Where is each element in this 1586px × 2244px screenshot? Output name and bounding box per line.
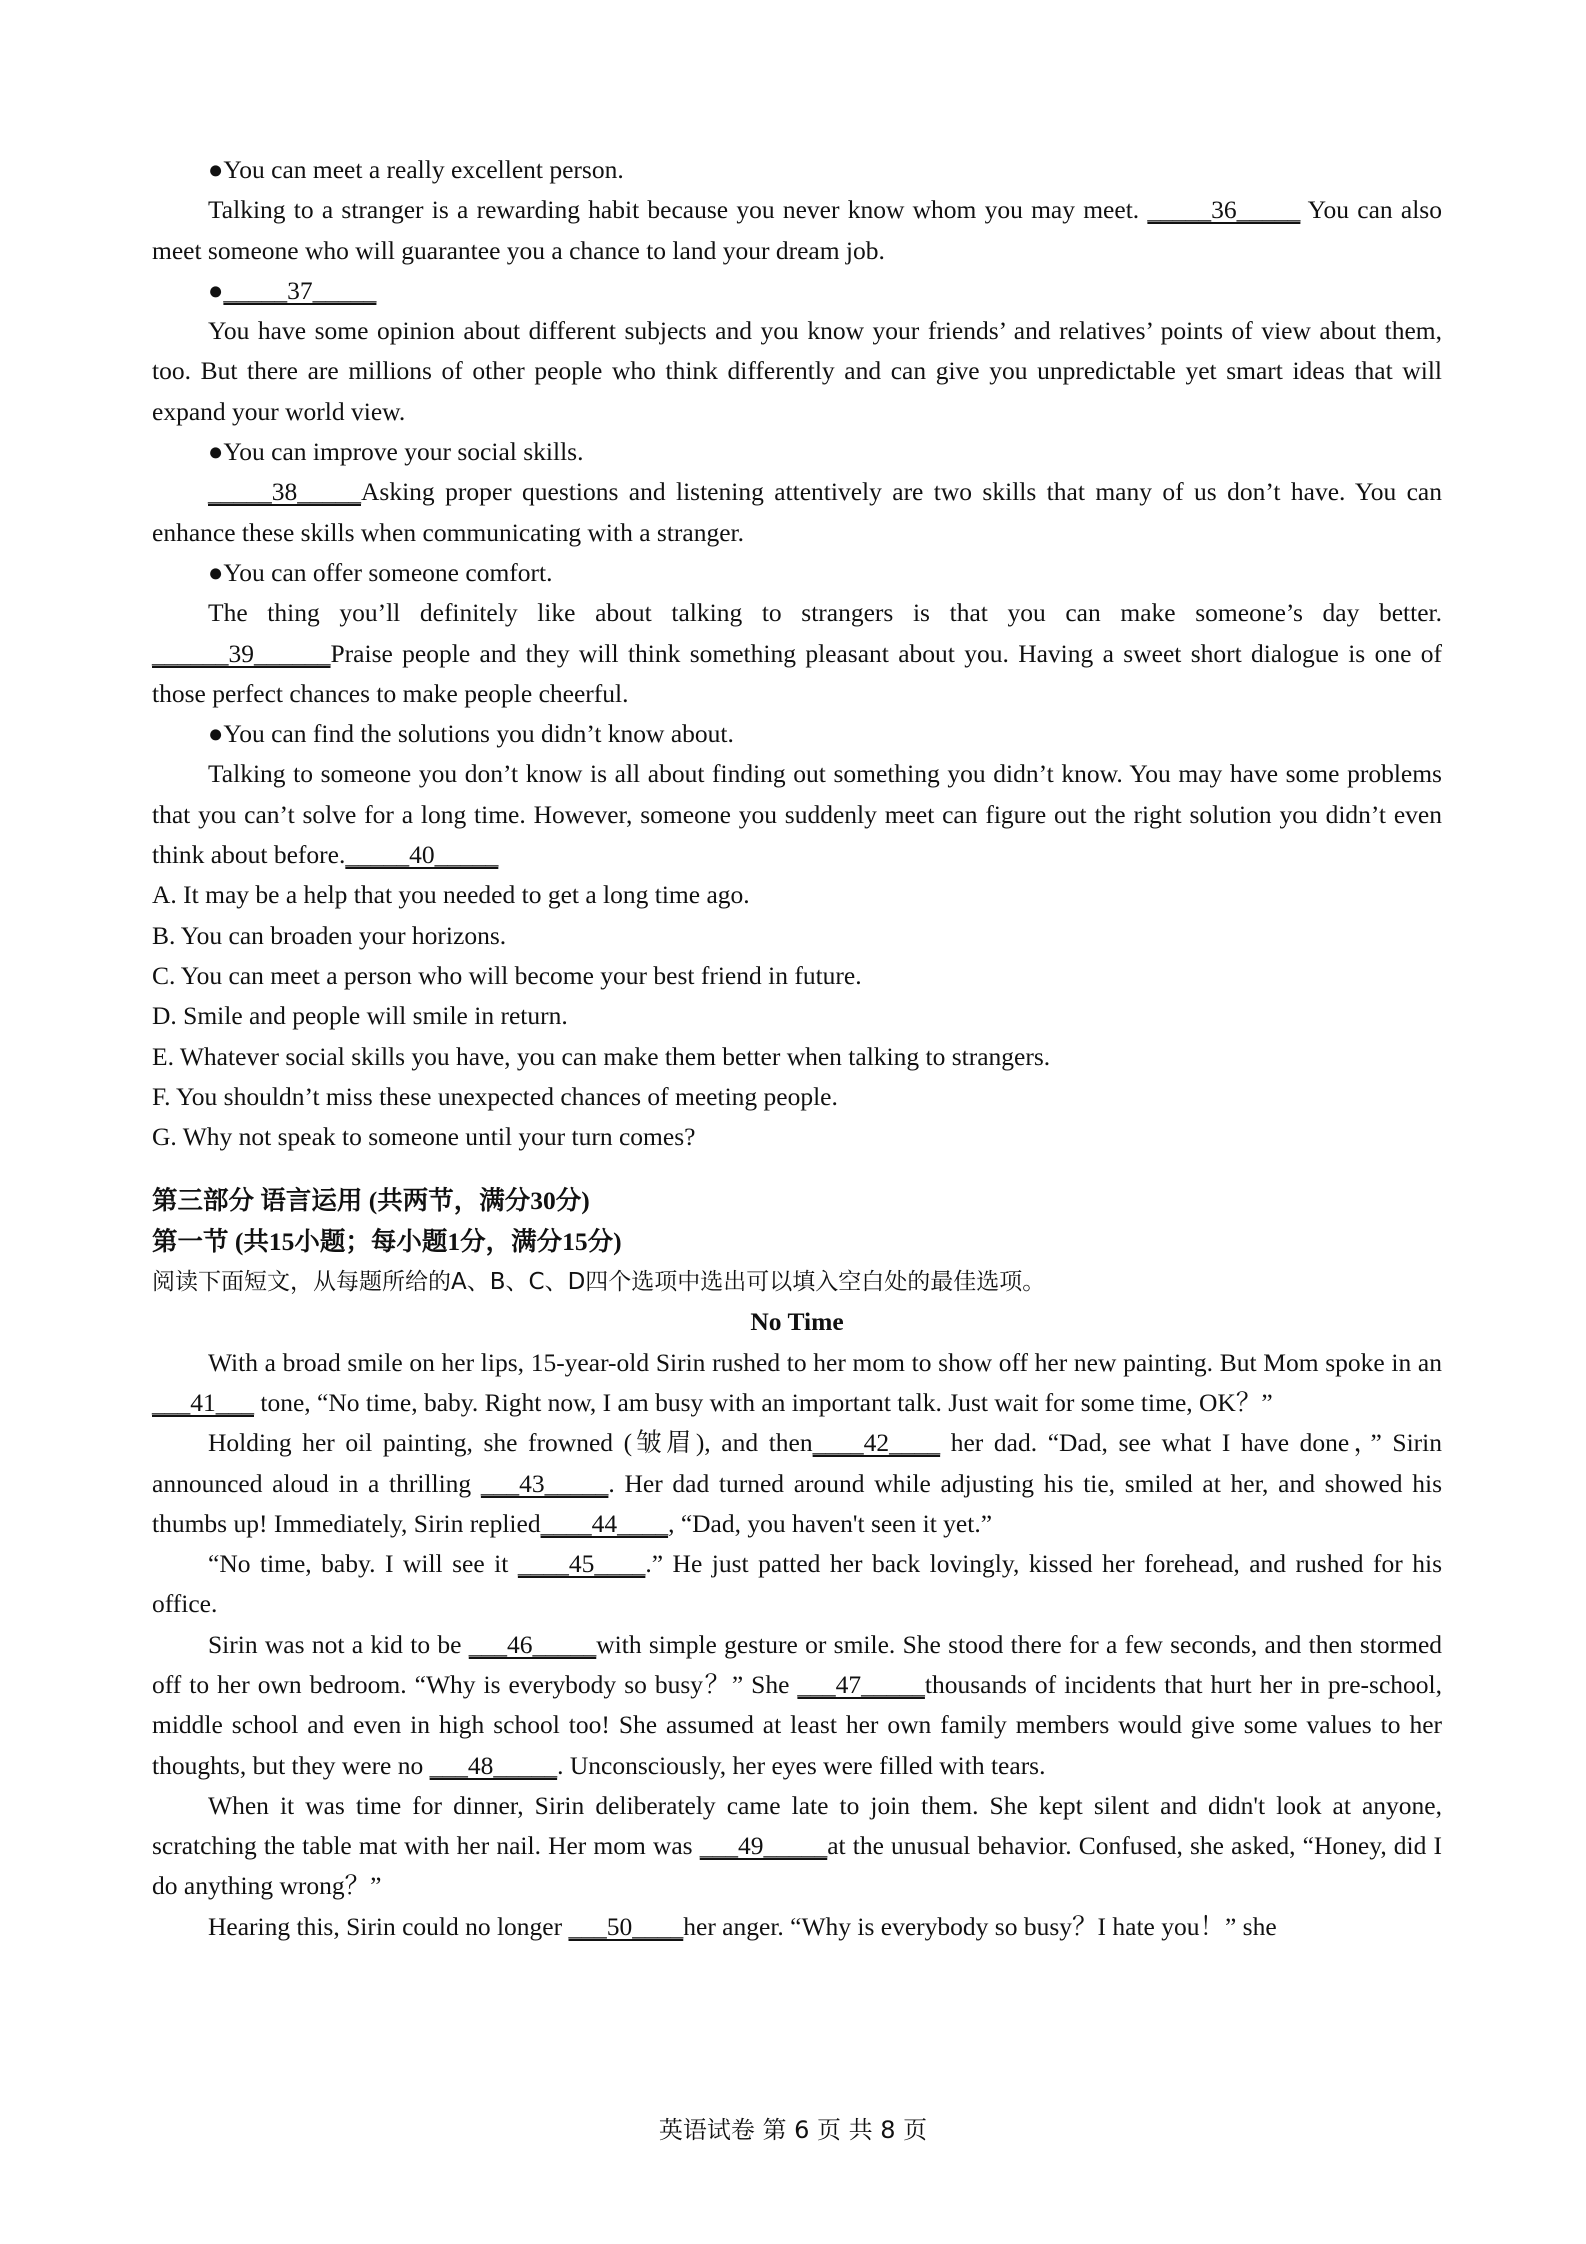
story-paragraph-6: Hearing this, Sirin could no longer ___50____her anger. “Why is everybody so busy？I hate you！” she	[208, 1911, 1277, 1941]
story-paragraph-2: Holding her oil painting, she frowned (皱眉), and then____42____ her dad. “Dad, see what I have done，” Sirin announced aloud in a thrilling ___43_____. Her dad turned around while adjusting his tie, smiled at her, and showed his thumbs up! Immediately, Sirin replied____44____, “Dad, you haven't seen it yet.”	[152, 1428, 1442, 1538]
story-paragraph-3: “No time, baby. I will see it ____45____.” He just patted her back lovingly, kissed her forehead, and rushed for his office.	[152, 1549, 1442, 1619]
story-title: No Time	[750, 1307, 844, 1337]
option-b: B. You can broaden your horizons.	[152, 920, 507, 950]
section1-heading: 第一节 (共15小题；每小题1分，满分15分)	[152, 1226, 622, 1256]
story-paragraph-5: When it was time for dinner, Sirin deliberately came late to join them. She kept silent and didn't look at anyone, scratching the table mat with her nail. Her mom was ___49_____at the unusual behavior. Confused, she asked, “Honey, did I do anything wrong？”	[152, 1790, 1443, 1901]
blank-40: _____40_____	[345, 840, 499, 870]
option-d: D. Smile and people will smile in return.	[152, 1001, 568, 1031]
paragraph-1: Talking to a stranger is a rewarding habit because you never know whom you may meet. _____36_____ You can also meet someone who will guarantee you a chance to land your dream job.	[152, 195, 1442, 265]
blank-44: ____44____	[540, 1508, 669, 1538]
blank-45: ____45____	[517, 1549, 646, 1579]
paragraph-2: You have some opinion about different subjects and you know your friends’ and relatives’ points of view about them, too. But there are millions of other people who think differently and can give you unpredictable yet smart ideas that will expand your world view.	[152, 316, 1442, 426]
subheading-offer-comfort: ●You can offer someone comfort.	[208, 557, 553, 587]
subheading-excellent-person: ●You can meet a really excellent person.	[208, 155, 624, 184]
option-g: G. Why not speak to someone until your turn comes?	[152, 1122, 696, 1152]
blank-50: ___50____	[568, 1911, 684, 1941]
option-a: A. It may be a help that you needed to get a long time ago.	[152, 880, 750, 910]
paragraph-3: _____38_____Asking proper questions and listening attentively are two skills that many of us don’t have. You can enhance these skills when communicating with a stranger.	[152, 477, 1442, 547]
option-e: E. Whatever social skills you have, you can make them better when talking to strangers.	[152, 1041, 1051, 1071]
blank-39: ______39______	[152, 638, 331, 668]
blank-41: ___41___	[152, 1387, 254, 1417]
blank-37: _____37_____	[223, 275, 377, 305]
exam-page-content	[152, 150, 1442, 1947]
blank-43: ___43_____	[480, 1468, 609, 1498]
blank-49: ___49_____	[699, 1831, 828, 1861]
paragraph-5: Talking to someone you don’t know is all about finding out something you didn’t know. You may have some problems that you can’t solve for a long time. However, someone you suddenly meet can figure out the right solution you didn’t even think about before._____40_____	[152, 759, 1442, 870]
option-f: F. You shouldn’t miss these unexpected chances of meeting people.	[152, 1081, 838, 1111]
section-gap	[152, 1157, 1442, 1181]
page-footer: 英语试卷 第 6 页 共 8 页	[658, 2116, 928, 2144]
blank-46: ___46_____	[468, 1629, 597, 1659]
part3-heading: 第三部分 语言运用 (共两节，满分30分)	[152, 1186, 590, 1216]
subheading-social-skills: ●You can improve your social skills.	[208, 437, 584, 467]
blank-47: ___47_____	[797, 1669, 925, 1699]
instruction-text: 阅读下面短文，从每题所给的A、B、C、D四个选项中选出可以填入空白处的最佳选项。	[152, 1269, 1046, 1296]
subheading-solutions: ●You can find the solutions you didn’t know about.	[208, 719, 734, 749]
option-c: C. You can meet a person who will become your best friend in future.	[152, 960, 862, 990]
blank-36: _____36_____	[1147, 195, 1301, 225]
blank-42: ____42____	[812, 1428, 941, 1458]
subheading-blank-37: ●_____37_____	[208, 275, 377, 305]
blank-38: _____38_____	[208, 477, 361, 507]
blank-48: ___48_____	[429, 1750, 558, 1780]
story-paragraph-4: Sirin was not a kid to be ___46_____with simple gesture or smile. She stood there for a few seconds, and then stormed off to her own bedroom. “Why is everybody so busy？” She ___47_____thousands of incidents that hurt her in pre-school, middle school and even in high school too! She assumed at least her own family members would give some values to her thoughts, but they were no ___48_____. Unconsciously, her eyes were filled with tears.	[152, 1629, 1443, 1780]
story-paragraph-1: With a broad smile on her lips, 15-year-old Sirin rushed to her mom to show off her new painting. But Mom spoke in an ___41___ tone, “No time, baby. Right now, I am busy with an important talk. Just wait for some time, OK？”	[152, 1347, 1442, 1417]
paragraph-4: The thing you’ll definitely like about talking to strangers is that you can make someone’s day better. ______39______Praise people and they will think something pleasant about you. Having a sweet short dialogue is one of those perfect chances to make people cheerful.	[152, 598, 1442, 708]
